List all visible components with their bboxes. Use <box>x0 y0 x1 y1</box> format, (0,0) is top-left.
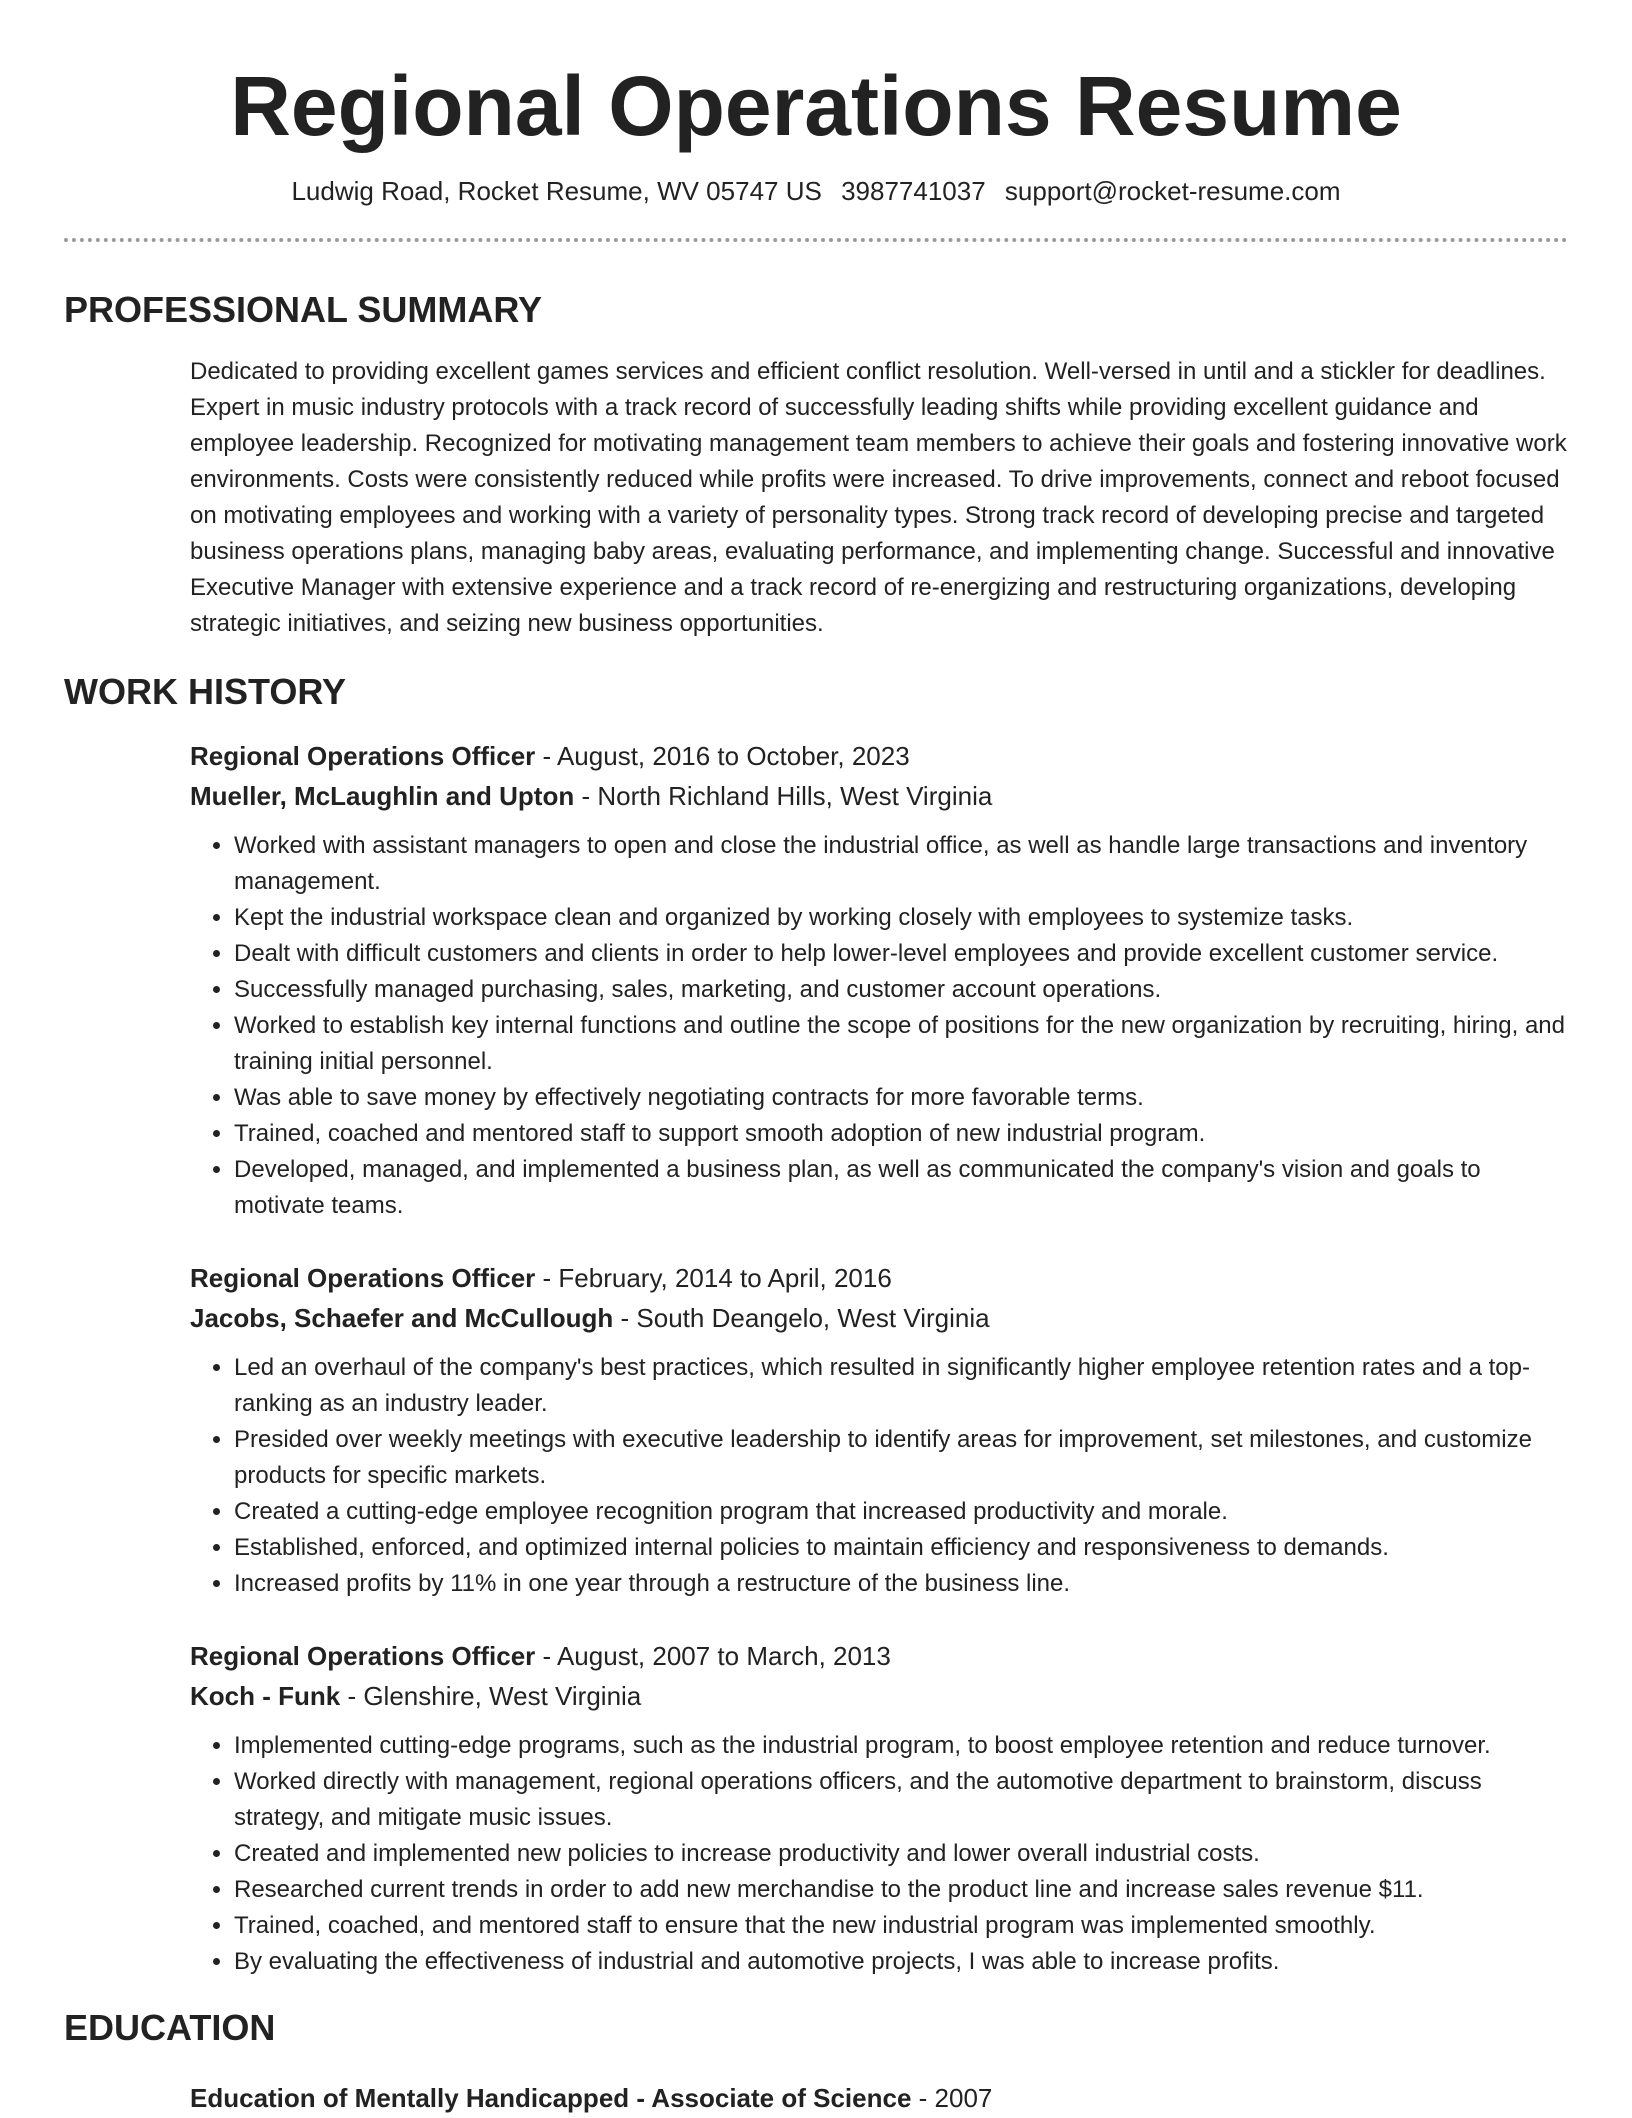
education-year: - 2007 <box>911 2083 993 2113</box>
job-company: Mueller, McLaughlin and Upton <box>190 781 575 811</box>
contact-phone: 3987741037 <box>841 176 986 206</box>
job-bullet: • Dealt with difficult customers and clients in order to help lower-level employees and provide excellent customer service. <box>234 936 1568 972</box>
job-title-line <box>190 736 1568 776</box>
page-title: Regional Operations Resume <box>230 59 1402 153</box>
education-degree: - Associate of Science <box>629 2083 912 2113</box>
job-bullet: • Established, enforced, and optimized internal policies to maintain efficiency and responsiveness to demands. <box>234 1530 1568 1566</box>
education-entry <box>190 2078 1568 2118</box>
job-bullet: • Trained, coached and mentored staff to support smooth adoption of new industrial program. <box>234 1116 1568 1152</box>
job-title-line <box>190 1258 1568 1298</box>
job-dates: - August, 2007 to March, 2013 <box>535 1641 891 1671</box>
job-bullet: • Researched current trends in order to add new merchandise to the product line and increase sales revenue $11. <box>234 1872 1568 1908</box>
job-bullet: • Kept the industrial workspace clean and organized by working closely with employees to systemize tasks. <box>234 900 1568 936</box>
job-bullet: • Led an overhaul of the company's best practices, which resulted in significantly higher employee retention rates and a top-ranking as an industry leader. <box>234 1350 1568 1422</box>
job-company-line <box>190 1298 1568 1338</box>
contact-address: Ludwig Road, Rocket Resume, WV 05747 US <box>291 176 822 206</box>
job-bullet: • Increased profits by 11% in one year through a restructure of the business line. <box>234 1566 1568 1602</box>
job-location: - South Deangelo, West Virginia <box>613 1303 990 1333</box>
education-heading: EDUCATION <box>64 2007 276 2048</box>
job-entry <box>190 736 1568 1224</box>
header-divider <box>64 238 1568 242</box>
job-bullet: • By evaluating the effectiveness of industrial and automotive projects, I was able to increase profits. <box>234 1944 1568 1980</box>
job-bullet: • Created and implemented new policies to increase productivity and lower overall industrial costs. <box>234 1836 1568 1872</box>
contact-email[interactable]: support@rocket-resume.com <box>1004 176 1341 206</box>
job-company: Jacobs, Schaefer and McCullough <box>190 1303 614 1333</box>
job-title: Regional Operations Officer <box>190 1641 536 1671</box>
job-title: Regional Operations Officer <box>190 741 536 771</box>
job-bullet: • Created a cutting-edge employee recognition program that increased productivity and morale. <box>234 1494 1568 1530</box>
job-bullet: • Was able to save money by effectively negotiating contracts for more favorable terms. <box>234 1080 1568 1116</box>
job-location: - Glenshire, West Virginia <box>340 1681 642 1711</box>
job-bullets <box>190 1728 1568 1980</box>
job-bullet: • Successfully managed purchasing, sales, marketing, and customer account operations. <box>234 972 1568 1008</box>
job-bullet: • Worked directly with management, regional operations officers, and the automotive department to brainstorm, discuss strategy, and mitigate music issues. <box>234 1764 1568 1836</box>
job-company-line <box>190 1676 1568 1716</box>
job-dates: - February, 2014 to April, 2016 <box>535 1263 892 1293</box>
job-company-line <box>190 776 1568 816</box>
summary-text: Dedicated to providing excellent games services and efficient conflict resolution. Well-versed in until and a stickler for deadlines. Expert in music industry protocols with a track record of successfully leading shifts while providing excellent guidance and employee leadership. Recognized for motivating management team members to achieve their goals and fostering innovative work environments. Costs were consistently reduced while profits were increased. To drive improvements, connect and reboot focused on motivating employees and working with a variety of personality types. Strong track record of developing precise and targeted business operations plans, managing baby areas, evaluating performance, and implementing change. Successful and innovative Executive Manager with extensive experience and a track record of re-energizing and restructuring organizations, developing strategic initiatives, and seizing new business opportunities. <box>190 358 1567 637</box>
job-bullets <box>190 828 1568 1224</box>
job-dates: - August, 2016 to October, 2023 <box>535 741 910 771</box>
job-bullet: • Trained, coached, and mentored staff to ensure that the new industrial program was implemented smoothly. <box>234 1908 1568 1944</box>
job-title: Regional Operations Officer <box>190 1263 536 1293</box>
job-bullets <box>190 1350 1568 1602</box>
education-school: Education of Mentally Handicapped <box>190 2083 630 2113</box>
job-bullet: • Developed, managed, and implemented a business plan, as well as communicated the company's vision and goals to motivate teams. <box>234 1152 1568 1224</box>
job-bullet: • Worked to establish key internal functions and outline the scope of positions for the new organization by recruiting, hiring, and training initial personnel. <box>234 1008 1568 1080</box>
job-entry <box>190 1258 1568 1602</box>
job-bullet: • Implemented cutting-edge programs, such as the industrial program, to boost employee retention and reduce turnover. <box>234 1728 1568 1764</box>
job-bullet: • Presided over weekly meetings with executive leadership to identify areas for improvement, set milestones, and customize products for specific markets. <box>234 1422 1568 1494</box>
job-location: - North Richland Hills, West Virginia <box>574 781 993 811</box>
job-entry <box>190 1636 1568 1980</box>
job-company: Koch - Funk <box>190 1681 341 1711</box>
job-title-line <box>190 1636 1568 1676</box>
summary-heading: PROFESSIONAL SUMMARY <box>64 289 543 330</box>
job-bullet: • Worked with assistant managers to open and close the industrial office, as well as handle large transactions and inventory management. <box>234 828 1568 900</box>
contact-line <box>64 174 1568 208</box>
resume-page <box>64 0 1568 2118</box>
work-history-heading: WORK HISTORY <box>64 671 347 712</box>
